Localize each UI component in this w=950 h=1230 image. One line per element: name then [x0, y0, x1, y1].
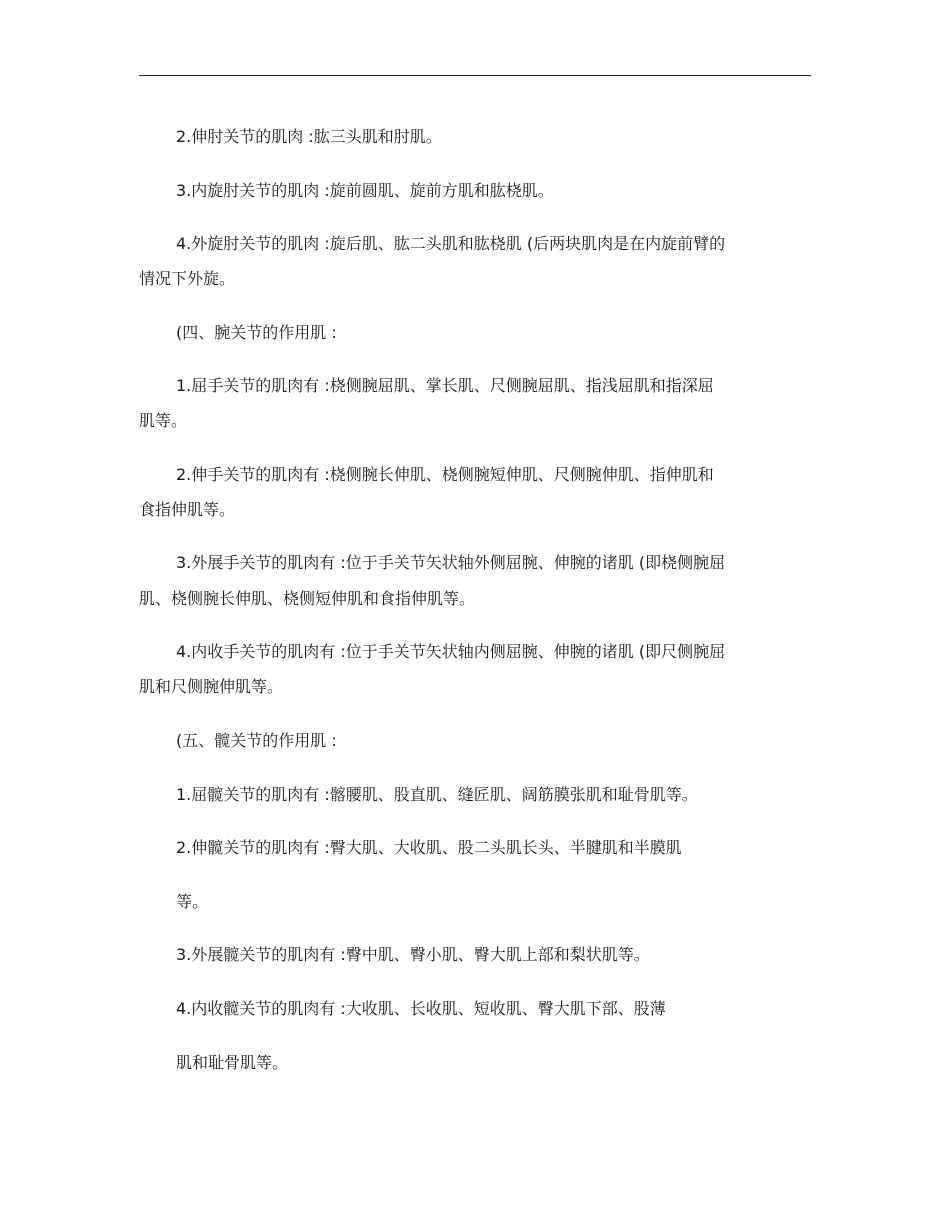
section-heading: (五、髋关节的作用肌 : — [176, 731, 337, 750]
text-line: 4.内收手关节的肌肉有 :位于手关节矢状轴内侧屈腕、伸腕的诸肌 (即尺侧腕屈 — [176, 642, 726, 661]
text-line: 4.外旋肘关节的肌肉 :旋后肌、肱二头肌和肱桡肌 (后两块肌肉是在内旋前臂的 — [176, 234, 726, 253]
section-heading: (四、腕关节的作用肌 : — [176, 323, 337, 342]
text-line: 肌、桡侧腕长伸肌、桡侧短伸肌和食指伸肌等。 — [139, 589, 476, 608]
text-line: 肌和耻骨肌等。 — [176, 1053, 289, 1072]
text-line: 1.屈手关节的肌肉有 :桡侧腕屈肌、掌长肌、尺侧腕屈肌、指浅屈肌和指深屈 — [176, 376, 714, 395]
text-line: 2.伸髋关节的肌肉有 :臀大肌、大收肌、股二头肌长头、半腱肌和半膜肌 — [176, 838, 682, 857]
text-line: 肌和尺侧腕伸肌等。 — [139, 677, 284, 696]
text-line: 情况下外旋。 — [139, 269, 236, 288]
text-line: 食指伸肌等。 — [139, 500, 236, 519]
text-line: 3.外展手关节的肌肉有 :位于手关节矢状轴外侧屈腕、伸腕的诸肌 (即桡侧腕屈 — [176, 553, 726, 572]
text-line: 2.伸肘关节的肌肉 :肱三头肌和肘肌。 — [176, 127, 442, 146]
text-line: 等。 — [176, 892, 209, 911]
header-rule — [139, 75, 811, 76]
text-line: 2.伸手关节的肌肉有 :桡侧腕长伸肌、桡侧腕短伸肌、尺侧腕伸肌、指伸肌和 — [176, 465, 714, 484]
text-line: 1.屈髋关节的肌肉有 :髂腰肌、股直肌、缝匠肌、阔筋膜张肌和耻骨肌等。 — [176, 785, 698, 804]
text-line: 肌等。 — [139, 411, 188, 430]
text-line: 3.外展髋关节的肌肉有 :臀中肌、臀小肌、臀大肌上部和梨状肌等。 — [176, 945, 650, 964]
text-line: 4.内收髋关节的肌肉有 :大收肌、长收肌、短收肌、臀大肌下部、股薄 — [176, 999, 666, 1018]
text-line: 3.内旋肘关节的肌肉 :旋前圆肌、旋前方肌和肱桡肌。 — [176, 181, 554, 200]
